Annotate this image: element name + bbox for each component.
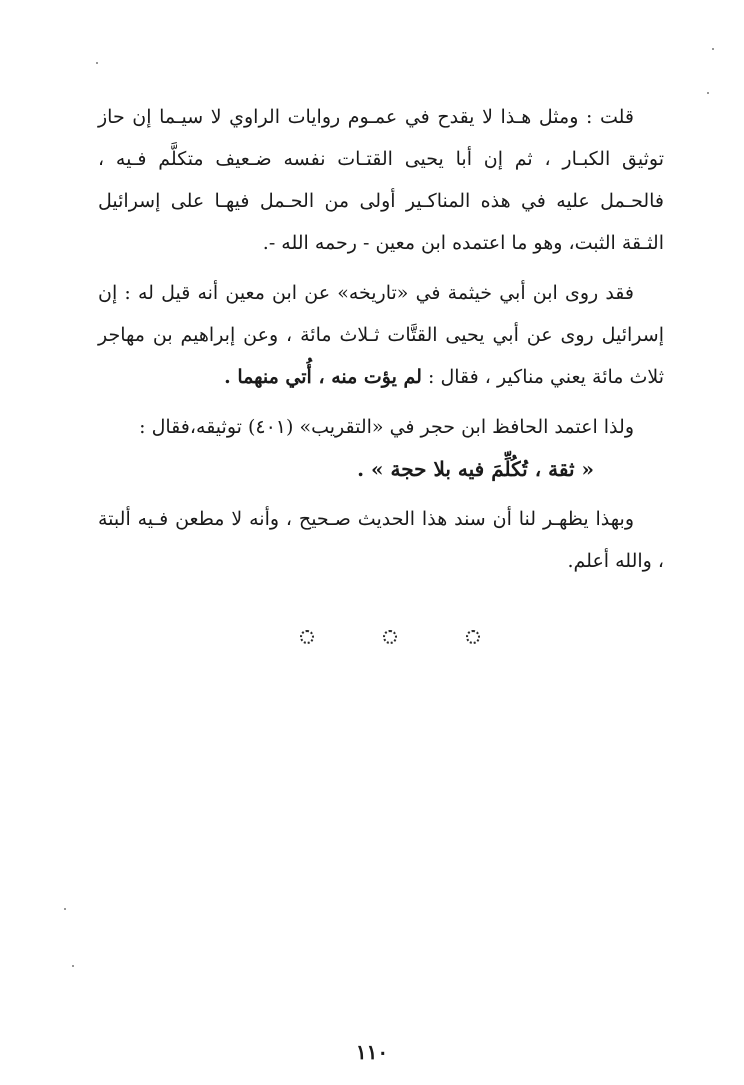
ornament-flower-icon <box>300 630 314 644</box>
paragraph-2-text: فقد روى ابن أبي خيثمة في «تاريخه» عن ابن معين أنه قيل له : إن إسرائيل روى عن أبي يحيى القتَّات ثـلاث مائة ، وعن إبراهيم بن مهاجر ثلاث مائة يعني مناكير ، فقال : <box>98 282 664 388</box>
scan-speck <box>707 92 709 94</box>
quote-taqrib: « ثقة ، تُكُلِّمَ فيه بلا حجة » . <box>357 457 594 481</box>
paragraph-3: ولذا اعتمد الحافظ ابن حجر في «التقريب» (٤٠١) توثيقه،فقال : <box>139 416 634 438</box>
section-divider <box>300 630 480 644</box>
scan-speck <box>712 48 714 50</box>
quote-ibn-main: لم يؤت منه ، أُتي منهما . <box>224 366 422 388</box>
scan-speck <box>72 965 74 967</box>
main-text <box>98 96 664 582</box>
scan-speck <box>96 62 98 64</box>
paragraph-4: وبهذا يظهـر لنا أن سند هذا الحديث صـحيح ، وأنه لا مطعن فـيه ألبتة ، والله أعلم. <box>98 508 664 572</box>
ornament-flower-icon <box>383 630 397 644</box>
paragraph-2 <box>98 272 664 398</box>
ornament-flower-icon <box>466 630 480 644</box>
scan-speck <box>64 908 66 910</box>
paragraph-1: قلت : ومثل هـذا لا يقدح في عمـوم روايات الراوي لا سيـما إن حاز توثيق الكبـار ، ثم إن أبا يحيى القتـات نفسه ضـعيف متكلَّم فـيه ، فالحـمل عليه في هذه المناكـير أولى من الحـمل فيهـا على إسرائيل الثـقة الثبت، وهو ما اعتمده ابن معين - رحمه الله -. <box>98 106 664 254</box>
page-number: ١١٠ <box>355 1040 389 1064</box>
